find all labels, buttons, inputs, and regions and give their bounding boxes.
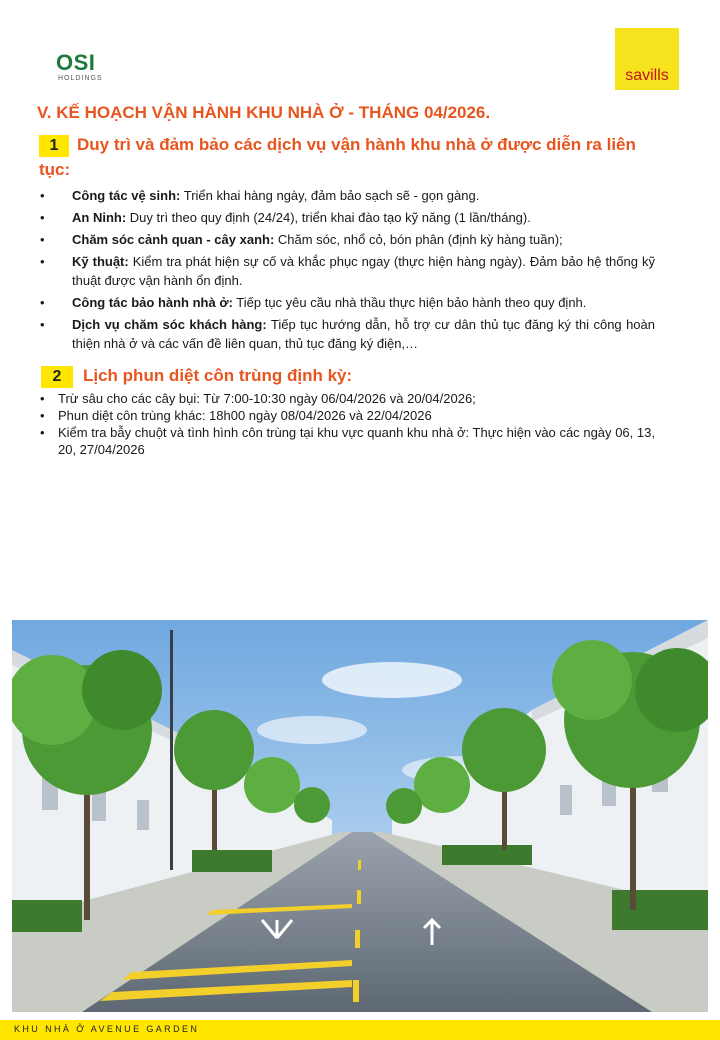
list-item <box>40 390 655 407</box>
part2-list <box>40 390 655 458</box>
item-text: Tiếp tục hướng dẫn, hỗ trợ cư dân thủ tục đăng ký thi công hoàn thiện nhà ở và các vấn đề liên quan, thủ tục đăng ký điện,… <box>72 317 655 351</box>
list-item <box>40 293 655 312</box>
list-item <box>40 252 655 290</box>
bullet: • <box>40 425 45 440</box>
savills-logo <box>615 28 679 90</box>
item-text: Tiếp tục yêu cầu nhà thầu thực hiện bảo hành theo quy định. <box>232 295 587 310</box>
savills-logo-text: savills <box>625 67 669 84</box>
part2-heading <box>41 366 352 388</box>
list-item <box>40 230 655 249</box>
osi-holdings-logo <box>56 52 126 88</box>
bullet: • <box>40 317 45 332</box>
osi-logo-wordmark: OSI <box>56 50 96 75</box>
bullet: • <box>40 210 45 225</box>
part2-number-badge: 2 <box>41 366 73 388</box>
list-item <box>40 186 655 205</box>
list-item <box>40 315 655 353</box>
item-text: Trừ sâu cho các cây bụi: Từ 7:00-10:30 ngày 06/04/2026 và 20/04/2026; <box>58 391 476 406</box>
osi-logo-subtitle: HOLDINGS <box>58 75 103 82</box>
list-item <box>40 208 655 227</box>
section-title: V. KẾ HOẠCH VẬN HÀNH KHU NHÀ Ở - THÁNG 04/2026. <box>37 103 491 122</box>
bullet: • <box>40 408 45 423</box>
footer-text: KHU NHÀ Ở AVENUE GARDEN <box>14 1024 200 1034</box>
list-item <box>40 424 655 458</box>
footer-bar <box>0 1020 720 1040</box>
bullet: • <box>40 254 45 269</box>
avenue-photo <box>12 620 708 1012</box>
part1-list <box>40 186 655 356</box>
item-text: Triển khai hàng ngày, đảm bảo sạch sẽ - gọn gàng. <box>180 188 480 203</box>
part2-heading-text: Lịch phun diệt côn trùng định kỳ: <box>83 366 353 385</box>
part1-number-badge: 1 <box>39 135 69 157</box>
item-label: Công tác vệ sinh: <box>72 188 181 203</box>
item-text: Kiểm tra bẫy chuột và tình hình côn trùng tại khu vực quanh khu nhà ở: Thực hiện vào các ngày 06, 13, 20, 27/04/2026 <box>58 425 655 457</box>
item-label: Chăm sóc cảnh quan - cây xanh: <box>72 232 275 247</box>
bullet: • <box>40 232 45 247</box>
part1-heading-text: Duy trì và đảm bảo các dịch vụ vận hành khu nhà ở được diễn ra liên tục: <box>39 135 636 179</box>
part1-heading <box>39 132 669 182</box>
avenue-photo-illustration <box>12 620 708 1012</box>
item-text: Phun diệt côn trùng khác: 18h00 ngày 08/04/2026 và 22/04/2026 <box>58 408 432 423</box>
item-label: Kỹ thuật: <box>72 254 129 269</box>
list-item <box>40 407 655 424</box>
item-text: Duy trì theo quy định (24/24), triển khai đào tạo kỹ năng (1 lần/tháng). <box>126 210 531 225</box>
item-label: Dịch vụ chăm sóc khách hàng: <box>72 317 267 332</box>
item-text: Kiểm tra phát hiện sự cố và khắc phục ngay (thực hiện hàng ngày). Đảm bảo hệ thống kỹ thuật được vận hành ổn định. <box>72 254 655 288</box>
bullet: • <box>40 295 45 310</box>
item-text: Chăm sóc, nhổ cỏ, bón phân (định kỳ hàng tuần); <box>274 232 563 247</box>
item-label: Công tác bảo hành nhà ở: <box>72 295 233 310</box>
item-label: An Ninh: <box>72 210 127 225</box>
bullet: • <box>40 391 45 406</box>
bullet: • <box>40 188 45 203</box>
